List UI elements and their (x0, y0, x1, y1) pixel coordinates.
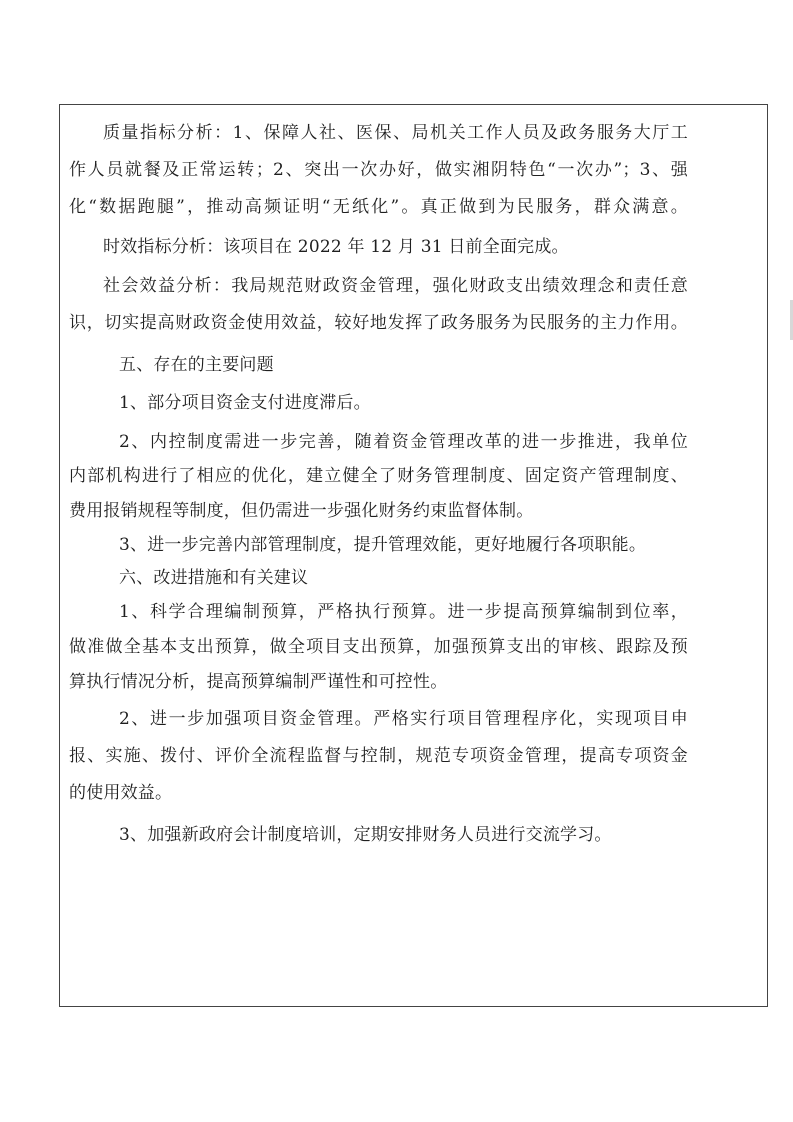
text-line: 2、内控制度需进一步完善，随着资金管理改革的进一步推进，我单位 (119, 432, 688, 452)
section-heading: 六、改进措施和有关建议 (119, 568, 309, 588)
text-line: 1、部分项目资金支付进度滞后。 (119, 393, 371, 413)
text-line: 报、实施、拨付、评价全流程监督与控制，规范专项资金管理，提高专项资金 (69, 746, 688, 766)
text-line: 费用报销规程等制度，但仍需进一步强化财务约束监督体制。 (69, 501, 534, 521)
text-line: 质量指标分析：1、保障人社、医保、局机关工作人员及政务服务大厅工 (103, 123, 688, 143)
text-line: 1、科学合理编制预算，严格执行预算。进一步提高预算编制到位率， (119, 602, 688, 622)
text-line: 3、进一步完善内部管理制度，提升管理效能，更好地履行各项职能。 (119, 535, 647, 555)
text-line: 2、进一步加强项目资金管理。严格实行项目管理程序化，实现项目申 (119, 709, 688, 729)
text-line: 社会效益分析：我局规范财政资金管理，强化财政支出绩效理念和责任意 (103, 276, 688, 296)
text-line: 识，切实提高财政资金使用效益，较好地发挥了政务服务为民服务的主力作用。 (69, 313, 688, 333)
text-line: 化“数据跑腿”，推动高频证明“无纸化”。真正做到为民服务，群众满意。 (69, 197, 688, 217)
text-line: 时效指标分析：该项目在 2022 年 12 月 31 日前全面完成。 (103, 237, 569, 257)
text-line: 作人员就餐及正常运转；2、突出一次办好，做实湘阴特色“一次办”；3、强 (69, 160, 688, 180)
text-line: 的使用效益。 (69, 783, 173, 803)
section-heading: 五、存在的主要问题 (119, 355, 274, 375)
text-line: 3、加强新政府会计制度培训，定期安排财务人员进行交流学习。 (119, 825, 612, 845)
text-line: 内部机构进行了相应的优化，建立健全了财务管理制度、固定资产管理制度、 (69, 466, 688, 486)
text-line: 算执行情况分析，提高预算编制严谨性和可控性。 (69, 672, 448, 692)
text-line: 做准做全基本支出预算，做全项目支出预算，加强预算支出的审核、跟踪及预 (69, 637, 688, 657)
